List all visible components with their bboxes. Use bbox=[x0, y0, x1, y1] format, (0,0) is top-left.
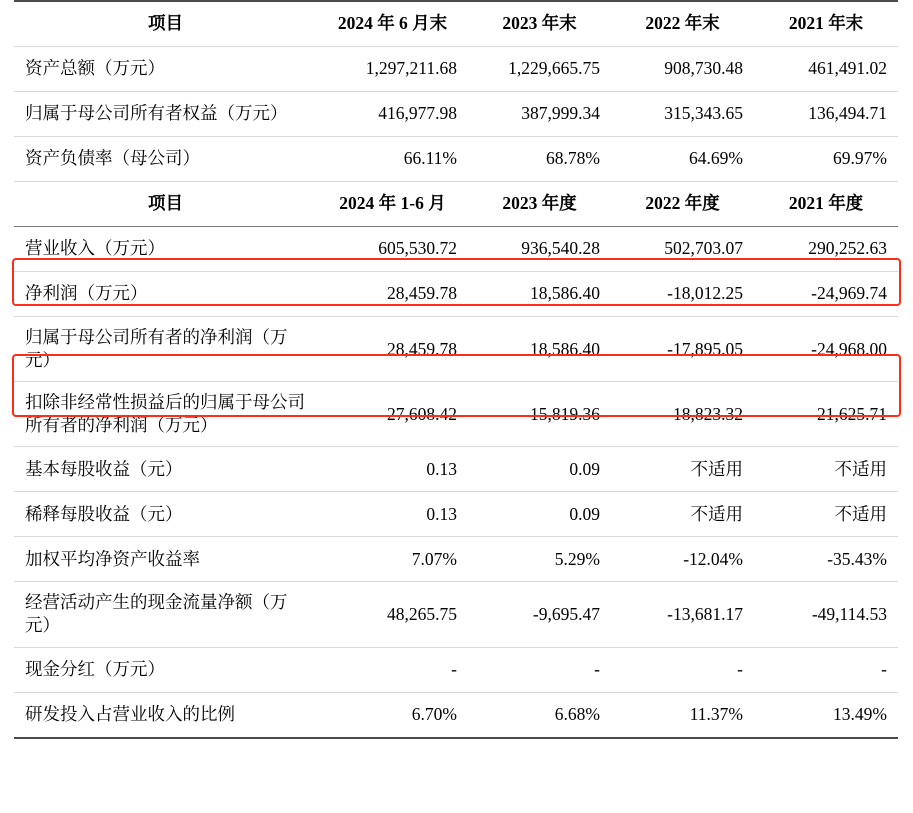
table-row bbox=[14, 647, 898, 692]
cell-value: 0.13 bbox=[317, 492, 468, 537]
cell-value: 6.70% bbox=[317, 692, 468, 738]
cell-value: 不适用 bbox=[754, 492, 898, 537]
table-header-row-balance bbox=[14, 1, 898, 47]
cell-value: 387,999.34 bbox=[468, 92, 611, 137]
cell-value: 69.97% bbox=[754, 137, 898, 182]
column-header-2022: 2022 年末 bbox=[611, 1, 754, 47]
cell-value: 不适用 bbox=[611, 492, 754, 537]
table-row bbox=[14, 47, 898, 92]
cell-value: 15,819.36 bbox=[468, 382, 611, 447]
cell-value: 0.13 bbox=[317, 447, 468, 492]
table-row-revenue bbox=[14, 227, 898, 272]
row-label-total-assets: 资产总额（万元） bbox=[14, 47, 317, 92]
cell-value: 18,586.40 bbox=[468, 317, 611, 382]
row-label-diluted-eps: 稀释每股收益（元） bbox=[14, 492, 317, 537]
cell-value: 不适用 bbox=[611, 447, 754, 492]
cell-value: -17,895.05 bbox=[611, 317, 754, 382]
row-label-operating-cash-flow: 经营活动产生的现金流量净额（万元） bbox=[14, 582, 317, 647]
row-label-revenue: 营业收入（万元） bbox=[14, 227, 317, 272]
cell-value: 1,297,211.68 bbox=[317, 47, 468, 92]
cell-value: -13,681.17 bbox=[611, 582, 754, 647]
cell-value: 7.07% bbox=[317, 537, 468, 582]
row-label-adjusted-net-profit: 扣除非经常性损益后的归属于母公司所有者的净利润（万元） bbox=[14, 382, 317, 447]
cell-value: 不适用 bbox=[754, 447, 898, 492]
cell-value: 28,459.78 bbox=[317, 272, 468, 317]
cell-value: 48,265.75 bbox=[317, 582, 468, 647]
column-header-2021: 2021 年度 bbox=[754, 182, 898, 227]
cell-value: -12.04% bbox=[611, 537, 754, 582]
cell-value: - bbox=[468, 647, 611, 692]
column-header-item: 项目 bbox=[14, 182, 317, 227]
column-header-2021: 2021 年末 bbox=[754, 1, 898, 47]
cell-value: 11.37% bbox=[611, 692, 754, 738]
financial-summary-table bbox=[14, 0, 898, 739]
column-header-2022: 2022 年度 bbox=[611, 182, 754, 227]
cell-value: 6.68% bbox=[468, 692, 611, 738]
cell-value: 18,586.40 bbox=[468, 272, 611, 317]
cell-value: 315,343.65 bbox=[611, 92, 754, 137]
cell-value: 605,530.72 bbox=[317, 227, 468, 272]
table-row bbox=[14, 382, 898, 447]
table-row bbox=[14, 492, 898, 537]
cell-value: 1,229,665.75 bbox=[468, 47, 611, 92]
table-row bbox=[14, 692, 898, 738]
cell-value: -49,114.53 bbox=[754, 582, 898, 647]
column-header-2024h1: 2024 年 1-6 月 bbox=[317, 182, 468, 227]
cell-value: 0.09 bbox=[468, 447, 611, 492]
row-label-debt-ratio: 资产负债率（母公司） bbox=[14, 137, 317, 182]
column-header-item: 项目 bbox=[14, 1, 317, 47]
row-label-parent-equity: 归属于母公司所有者权益（万元） bbox=[14, 92, 317, 137]
cell-value: 68.78% bbox=[468, 137, 611, 182]
cell-value: 64.69% bbox=[611, 137, 754, 182]
cell-value: 136,494.71 bbox=[754, 92, 898, 137]
row-label-net-profit: 净利润（万元） bbox=[14, 272, 317, 317]
table-row bbox=[14, 92, 898, 137]
cell-value: -9,695.47 bbox=[468, 582, 611, 647]
table-row-parent-net-profit bbox=[14, 317, 898, 382]
table-row bbox=[14, 537, 898, 582]
cell-value: -24,968.00 bbox=[754, 317, 898, 382]
cell-value: 5.29% bbox=[468, 537, 611, 582]
cell-value: 908,730.48 bbox=[611, 47, 754, 92]
cell-value: 27,608.42 bbox=[317, 382, 468, 447]
cell-value: - bbox=[317, 647, 468, 692]
table-row bbox=[14, 272, 898, 317]
cell-value: 13.49% bbox=[754, 692, 898, 738]
cell-value: 66.11% bbox=[317, 137, 468, 182]
row-label-rnd-ratio: 研发投入占营业收入的比例 bbox=[14, 692, 317, 738]
cell-value: -18,823.32 bbox=[611, 382, 754, 447]
row-label-roe: 加权平均净资产收益率 bbox=[14, 537, 317, 582]
table-row bbox=[14, 582, 898, 647]
cell-value: 0.09 bbox=[468, 492, 611, 537]
table-row bbox=[14, 447, 898, 492]
column-header-2023: 2023 年末 bbox=[468, 1, 611, 47]
row-label-basic-eps: 基本每股收益（元） bbox=[14, 447, 317, 492]
cell-value: 416,977.98 bbox=[317, 92, 468, 137]
cell-value: - bbox=[611, 647, 754, 692]
column-header-2023: 2023 年度 bbox=[468, 182, 611, 227]
cell-value: 28,459.78 bbox=[317, 317, 468, 382]
table-header-row-income bbox=[14, 182, 898, 227]
cell-value: -18,012.25 bbox=[611, 272, 754, 317]
cell-value: -21,625.71 bbox=[754, 382, 898, 447]
row-label-parent-net-profit: 归属于母公司所有者的净利润（万元） bbox=[14, 317, 317, 382]
cell-value: -35.43% bbox=[754, 537, 898, 582]
cell-value: 502,703.07 bbox=[611, 227, 754, 272]
table-row bbox=[14, 137, 898, 182]
cell-value: 290,252.63 bbox=[754, 227, 898, 272]
cell-value: - bbox=[754, 647, 898, 692]
column-header-2024h1: 2024 年 6 月末 bbox=[317, 1, 468, 47]
cell-value: 936,540.28 bbox=[468, 227, 611, 272]
row-label-cash-dividend: 现金分红（万元） bbox=[14, 647, 317, 692]
cell-value: 461,491.02 bbox=[754, 47, 898, 92]
cell-value: -24,969.74 bbox=[754, 272, 898, 317]
